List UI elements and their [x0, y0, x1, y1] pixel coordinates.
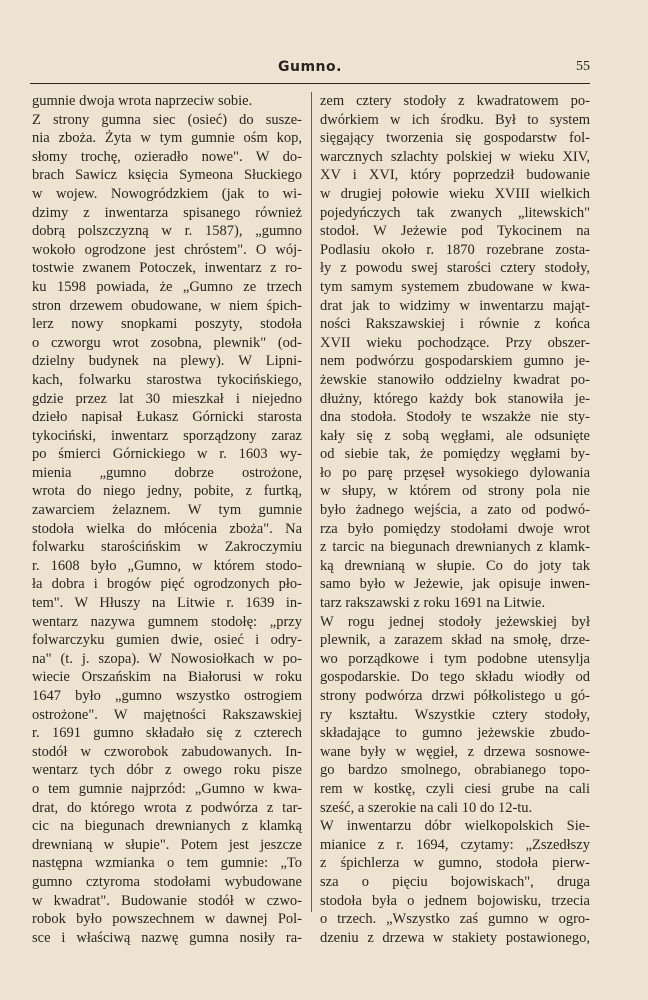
text-line: sza o pięciu bojowiskach", druga: [320, 873, 590, 890]
text-line: wrota do niego jedny, pobite, z furtką,: [32, 483, 302, 500]
text-line: go bardzo smolnego, obrabianego topo-: [320, 762, 590, 779]
text-line: gospodarskie. Do tego składu wiodły od: [320, 669, 590, 686]
text-line: stodół w czworobok zabudowanych. In-: [32, 743, 302, 760]
text-line: o czworgu wrot zosobna, plewnik" (od-: [32, 334, 302, 351]
text-line: r. 1691 gumno składało się z czterech: [32, 725, 302, 742]
text-line: Podlasiu około r. 1870 rozebrane zosta-: [320, 241, 590, 258]
text-line: tykociński, inwentarz sporządzony zaraz: [32, 427, 302, 444]
text-line: tarz rakszawski z roku 1691 na Litwie.: [320, 595, 546, 612]
text-line: ry kształtu. Wszystkie cztery stodoły,: [320, 706, 590, 723]
text-line: ności Rakszawskiej i równie z końca: [320, 316, 590, 333]
text-line: słomy trochę, ozieradło nowe". W do-: [32, 148, 302, 165]
text-line: dzieło napisał Łukasz Górnicki starosta: [32, 409, 302, 426]
text-line: wo porządkowe i tym podobne utensylja: [320, 650, 590, 667]
text-line: mianice z r. 1694, czytamy: „Zszedłszy: [320, 836, 590, 853]
text-line: nia zboża. Żyta w tym gumnie ośm kop,: [32, 130, 302, 147]
text-line: robok było powszechnem w dawnej Pol-: [32, 911, 302, 928]
text-line: dłużny, którego każdy bok stanowiła je-: [320, 390, 590, 407]
text-line: stodoł. W Jeżewie pod Tykocinem na: [320, 223, 590, 240]
text-line: kały się z sobą węgłami, ale odsunięte: [320, 427, 590, 444]
text-line: samo było w Jeżewie, jak opisuje inwen-: [320, 576, 590, 593]
text-line: w słupy, w którem od strony pola nie: [320, 483, 590, 500]
page-header: [30, 59, 590, 81]
header-rule: [30, 83, 590, 84]
text-line: ły z powodu swej starości cztery stodoły,: [320, 260, 590, 277]
text-line: rem w kostkę, czyli ciesi grube na cali: [320, 780, 590, 797]
text-line: stron drzewem obudowane, w niem śpich-: [32, 297, 302, 314]
text-line: ła dobra i brogów pięć ogrodzonych pło-: [32, 576, 302, 593]
text-line: wokoło ogrodzone jest chróstem". O wój-: [32, 241, 302, 258]
text-line: lerz nowy snopkami poszyty, stodoła: [32, 316, 302, 333]
text-line: zem cztery stodoły z kwadratowem po-: [320, 93, 590, 109]
text-line: ką drewnianą w słupie. Co do joty tak: [320, 557, 590, 574]
text-line: tostwie zwanem Potoczek, inwentarz z ro-: [32, 260, 302, 277]
text-line: XV i XVI, który poprzedził budowanie: [320, 167, 590, 184]
text-line: dwórkiem w ich środku. Był to system: [320, 111, 590, 128]
text-line: drat jak to widzimy w inwentarzu mająt-: [320, 297, 590, 314]
text-line: w kwadrat". Budowanie stodół w czwo-: [32, 892, 302, 909]
text-line: dzeniu z drzewa w stakiety postawionego,: [320, 929, 590, 946]
text-line: gumno cztyroma stodołami wybudowane: [32, 873, 302, 890]
text-line: zawarciem żelaznem. W tym gumnie: [32, 502, 302, 519]
text-line: w wojew. Nowogródzkiem (jak to wi-: [32, 185, 302, 202]
text-line: składające to gumno jeżewskie zbudo-: [320, 725, 590, 742]
text-line: gumnie dwoja wrota naprzeciw sobie.: [32, 93, 253, 109]
text-line: dobrą polszczyzną w r. 1587), „gumno: [32, 223, 302, 240]
text-line: kach, folwarku starostwa tykocińskiego,: [32, 371, 302, 388]
text-line: dzimy z inwentarza spisanego również: [32, 204, 302, 221]
text-line: ostrożone". W majętności Rakszawskiej: [32, 706, 302, 723]
text-line: W rogu jednej stodoły jeżewskiej był: [320, 613, 590, 630]
column-divider: [311, 92, 312, 912]
text-line: ku 1598 powiada, że „Gumno ze trzech: [32, 278, 302, 295]
text-line: gdzie przez lat 30 mieszkał i niejedno: [32, 390, 302, 407]
text-line: sięgający tworzenia się gospodarstw fol-: [320, 130, 590, 147]
text-line: z śpichlerza w gumno, stodoła pierw-: [320, 855, 590, 872]
text-line: W inwentarzu dóbr wielkopolskich Sie-: [320, 818, 590, 835]
text-line: cic na biegunach drewnianych z klamką: [32, 818, 302, 835]
text-line: następna wzmianka o tem gumnie: „To: [32, 855, 302, 872]
text-line: dzielny budynek na plewy). W Lipni-: [32, 353, 302, 370]
text-line: rza było pomiędzy stodołami dwoje wrot: [320, 520, 590, 537]
text-line: stodoła była o jednem bojowisku, trzecia: [320, 892, 590, 909]
text-line: nem podwórzu gospodarskiem gumno je-: [320, 353, 590, 370]
text-line: wiecie Orszańskim na Białorusi w roku: [32, 669, 302, 686]
text-line: 1647 było „gumno wszystko ostrogiem: [32, 688, 302, 704]
text-line: folwarczyku gumien dwie, osieć i odry-: [32, 632, 302, 649]
right-column: [320, 92, 590, 947]
text-line: tym samym systemem zbudowane w kwa-: [320, 278, 590, 295]
text-line: o trzech. „Wszystko zaś gumno w ogro-: [320, 911, 590, 928]
text-line: drat, do którego wrota z podwórza z tar-: [32, 799, 302, 816]
running-title: Gumno.: [278, 59, 342, 75]
text-line: pojedyńczych tak zwanych „litewskich": [320, 204, 590, 221]
text-line: o tem gumnie najprzód: „Gumno w kwa-: [32, 780, 302, 797]
text-line: drewnianą w słupie". Potem jest jeszcze: [32, 836, 302, 853]
left-column: [32, 92, 302, 947]
text-line: XVII wieku pochodzące. Przy obszer-: [320, 334, 590, 351]
text-line: strony podwórza drzwi półkolistego u gó-: [320, 688, 590, 704]
text-line: sce i właściwą nazwę gumna nosiły ra-: [32, 929, 302, 946]
text-line: dna stodoła. Stodoły te wszakże nie sty-: [320, 409, 590, 426]
text-line: r. 1608 było „Gumno, w którem stodo-: [32, 557, 302, 574]
text-line: po śmierci Górnickiego w r. 1603 wy-: [32, 446, 302, 463]
text-line: sześć, a szerokie na cali 10 do 12-tu.: [320, 799, 533, 816]
text-line: na" (t. j. szopa). W Nowosiołkach w po-: [32, 650, 302, 667]
page-number: 55: [576, 59, 590, 74]
text-line: w drugiej połowie wieku XVIII wielkich: [320, 185, 590, 202]
text-line: żewskie stanowiło oddzielny kwadrat po-: [320, 371, 590, 388]
text-line: wane były w węgieł, z drzewa sosnowe-: [320, 743, 590, 760]
text-line: Z strony gumna siec (osieć) do susze-: [32, 111, 302, 128]
text-line: tem". W Hłuszy na Litwie r. 1639 in-: [32, 595, 302, 612]
text-line: ło po parę przęseł wysokiego dylowania: [320, 464, 590, 481]
text-line: brach Sawicz księcia Symeona Słuckiego: [32, 167, 302, 184]
text-line: od siebie tak, że pomiędzy węgłami by-: [320, 446, 590, 463]
text-line: folwarku starościńskim w Zakroczymiu: [32, 539, 302, 556]
text-line: stodoła wielka do młócenia zboża". Na: [32, 520, 302, 537]
text-line: plewnik, a zarazem skład na smołę, drze-: [320, 632, 590, 649]
text-line: wentarz tych dóbr z owego roku pisze: [32, 762, 302, 779]
text-line: warcznych szlachty polskiej w wieku XIV,: [320, 148, 590, 165]
text-line: z tarcic na biegunach drewnianych z klamk-: [320, 539, 590, 556]
text-line: mienia „gumno dobrze ostrożone,: [32, 464, 302, 481]
text-line: wentarz nazywa gumnem stodołę: „przy: [32, 613, 302, 630]
text-line: było żadnego wejścia, a zato od podwó-: [320, 502, 590, 519]
